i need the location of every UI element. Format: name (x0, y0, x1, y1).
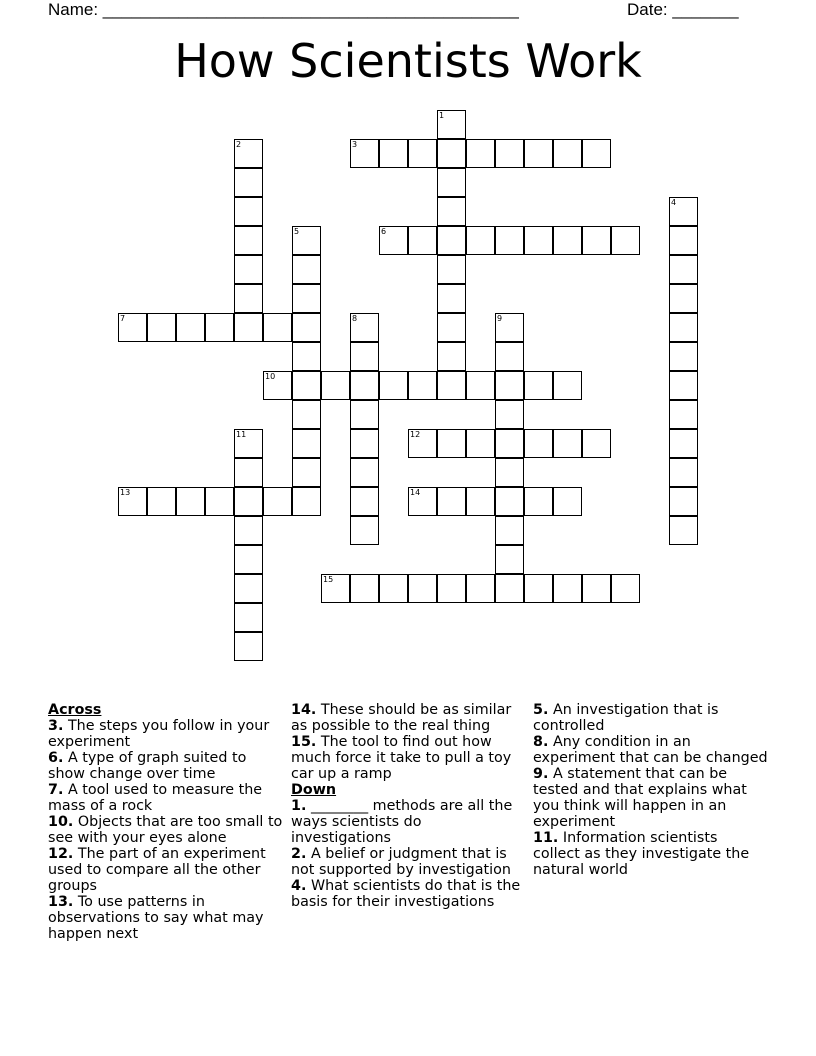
clue-list (533, 702, 768, 878)
grid-cell[interactable] (669, 487, 698, 516)
grid-cell[interactable] (350, 487, 379, 516)
grid-cell[interactable] (234, 429, 263, 458)
grid-cell[interactable] (350, 429, 379, 458)
grid-cell[interactable] (466, 226, 495, 255)
clue-text: These should be as similar as possible to the real thing (291, 702, 512, 734)
grid-cell[interactable] (669, 226, 698, 255)
grid-cell[interactable] (495, 487, 524, 516)
clue-number: 4. (291, 878, 307, 894)
clue-down-item (291, 878, 526, 910)
clue-number: 2. (291, 846, 307, 862)
clue-across-item (48, 718, 283, 750)
grid-cell[interactable] (466, 139, 495, 168)
grid-cell[interactable] (669, 284, 698, 313)
clue-across-item (48, 814, 283, 846)
cell-number: 7 (120, 314, 126, 323)
clue-text: An investigation that is controlled (533, 702, 719, 734)
cell-number: 2 (236, 140, 242, 149)
cell-number: 13 (120, 488, 131, 497)
grid-cell[interactable] (292, 342, 321, 371)
grid-cell[interactable] (408, 429, 437, 458)
grid-cell[interactable] (524, 139, 553, 168)
grid-cell[interactable] (524, 429, 553, 458)
clue-down-item (533, 830, 768, 878)
grid-cell[interactable] (669, 255, 698, 284)
grid-cell[interactable] (466, 429, 495, 458)
cell-number: 4 (671, 198, 677, 207)
grid-cell[interactable] (118, 313, 147, 342)
grid-cell[interactable] (437, 226, 466, 255)
grid-cell[interactable] (466, 574, 495, 603)
cell-number: 5 (294, 227, 300, 236)
clue-text: A belief or judgment that is not supported by investigation (291, 846, 511, 878)
clue-number: 1. (291, 798, 307, 814)
grid-cell[interactable] (524, 487, 553, 516)
grid-cell[interactable] (582, 139, 611, 168)
cell-number: 10 (265, 372, 276, 381)
clue-across-item (48, 846, 283, 894)
cell-number: 6 (381, 227, 387, 236)
grid-cell[interactable] (379, 226, 408, 255)
grid-cell[interactable] (611, 574, 640, 603)
grid-cell[interactable] (263, 313, 292, 342)
grid-cell[interactable] (205, 313, 234, 342)
grid-cell[interactable] (234, 545, 263, 574)
clue-text: What scientists do that is the basis for their investigations (291, 878, 521, 910)
cell-number: 1 (439, 111, 445, 120)
grid-cell[interactable] (234, 226, 263, 255)
cell-number: 11 (236, 430, 247, 439)
grid-cell[interactable] (669, 342, 698, 371)
clue-down-item (291, 846, 526, 878)
grid-cell[interactable] (292, 487, 321, 516)
grid-cell[interactable] (292, 371, 321, 400)
cell-number: 15 (323, 575, 334, 584)
grid-cell[interactable] (553, 574, 582, 603)
grid-cell[interactable] (437, 139, 466, 168)
clue-across-item (48, 750, 283, 782)
grid-cell[interactable] (350, 313, 379, 342)
clue-across-item (48, 782, 283, 814)
clue-text: Any condition in an experiment that can be changed (533, 734, 768, 766)
grid-cell[interactable] (495, 371, 524, 400)
clue-list (291, 798, 526, 910)
grid-cell[interactable] (350, 574, 379, 603)
grid-cell[interactable] (292, 458, 321, 487)
clue-text: Objects that are too small to see with your eyes alone (48, 814, 283, 846)
grid-cell[interactable] (495, 342, 524, 371)
cell-number: 14 (410, 488, 421, 497)
grid-cell[interactable] (466, 487, 495, 516)
grid-cell[interactable] (350, 400, 379, 429)
clue-number: 15. (291, 734, 317, 750)
clue-number: 12. (48, 846, 74, 862)
clue-text: Information scientists collect as they investigate the natural world (533, 830, 750, 878)
grid-cell[interactable] (495, 574, 524, 603)
grid-cell[interactable] (292, 284, 321, 313)
grid-cell[interactable] (437, 429, 466, 458)
date-field[interactable]: Date: _______ (627, 0, 739, 19)
grid-cell[interactable] (234, 197, 263, 226)
grid-cell[interactable] (669, 400, 698, 429)
grid-cell[interactable] (611, 226, 640, 255)
grid-cell[interactable] (669, 458, 698, 487)
grid-cell[interactable] (669, 516, 698, 545)
clues-column-1 (48, 702, 283, 942)
grid-cell[interactable] (234, 168, 263, 197)
grid-cell[interactable] (321, 371, 350, 400)
grid-cell[interactable] (379, 139, 408, 168)
grid-cell[interactable] (669, 197, 698, 226)
grid-cell[interactable] (234, 487, 263, 516)
cell-number: 3 (352, 140, 358, 149)
clue-across-item (48, 894, 283, 942)
grid-cell[interactable] (408, 574, 437, 603)
grid-cell[interactable] (408, 226, 437, 255)
grid-cell[interactable] (553, 429, 582, 458)
clue-text: ________ methods are all the ways scientists do investigations (291, 798, 513, 846)
grid-cell[interactable] (495, 458, 524, 487)
grid-cell[interactable] (582, 574, 611, 603)
grid-cell[interactable] (234, 516, 263, 545)
grid-cell[interactable] (176, 313, 205, 342)
clue-list (291, 702, 526, 782)
cell-number: 8 (352, 314, 358, 323)
clue-number: 13. (48, 894, 74, 910)
grid-cell[interactable] (350, 516, 379, 545)
grid-cell[interactable] (553, 371, 582, 400)
clue-down-item (291, 798, 526, 846)
name-field[interactable]: Name: ____________________________________________ (48, 0, 519, 19)
across-heading: Across (48, 702, 102, 718)
clue-number: 6. (48, 750, 64, 766)
grid-cell[interactable] (292, 255, 321, 284)
clues-column-2 (291, 702, 526, 910)
grid-cell[interactable] (553, 226, 582, 255)
grid-cell[interactable] (495, 400, 524, 429)
cell-number: 12 (410, 430, 421, 439)
grid-cell[interactable] (408, 139, 437, 168)
grid-cell[interactable] (495, 429, 524, 458)
grid-cell[interactable] (553, 139, 582, 168)
grid-cell[interactable] (408, 487, 437, 516)
grid-cell[interactable] (495, 139, 524, 168)
clue-number: 5. (533, 702, 549, 718)
grid-cell[interactable] (524, 226, 553, 255)
grid-cell[interactable] (437, 574, 466, 603)
grid-cell[interactable] (524, 574, 553, 603)
grid-cell[interactable] (234, 632, 263, 661)
grid-cell[interactable] (118, 487, 147, 516)
clue-text: A type of graph suited to show change over time (48, 750, 247, 782)
grid-cell[interactable] (437, 110, 466, 139)
clue-down-item (533, 766, 768, 830)
grid-cell[interactable] (292, 226, 321, 255)
grid-cell[interactable] (582, 429, 611, 458)
clue-list (48, 718, 283, 942)
grid-cell[interactable] (524, 371, 553, 400)
grid-cell[interactable] (350, 458, 379, 487)
clue-down-item (533, 734, 768, 766)
grid-cell[interactable] (437, 197, 466, 226)
page-title: How Scientists Work (174, 34, 642, 88)
grid-cell[interactable] (350, 371, 379, 400)
clue-across-item (291, 702, 526, 734)
grid-cell[interactable] (147, 313, 176, 342)
grid-cell[interactable] (234, 458, 263, 487)
grid-cell[interactable] (147, 487, 176, 516)
grid-cell[interactable] (263, 487, 292, 516)
grid-cell[interactable] (495, 226, 524, 255)
grid-cell[interactable] (669, 371, 698, 400)
grid-cell[interactable] (437, 313, 466, 342)
cell-number: 9 (497, 314, 503, 323)
grid-cell[interactable] (437, 168, 466, 197)
grid-cell[interactable] (669, 429, 698, 458)
clue-text: A tool used to measure the mass of a rock (48, 782, 263, 814)
grid-cell[interactable] (321, 574, 350, 603)
clue-across-item (291, 734, 526, 782)
clue-number: 9. (533, 766, 549, 782)
clue-number: 3. (48, 718, 64, 734)
grid-cell[interactable] (437, 342, 466, 371)
grid-cell[interactable] (205, 487, 234, 516)
clue-text: The steps you follow in your experiment (48, 718, 270, 750)
clue-down-item (533, 702, 768, 734)
grid-cell[interactable] (379, 371, 408, 400)
grid-cell[interactable] (234, 255, 263, 284)
grid-cell[interactable] (292, 313, 321, 342)
clue-number: 11. (533, 830, 559, 846)
down-heading: Down (291, 782, 337, 798)
grid-cell[interactable] (176, 487, 205, 516)
grid-cell[interactable] (495, 516, 524, 545)
grid-cell[interactable] (350, 342, 379, 371)
grid-cell[interactable] (495, 313, 524, 342)
clue-text: The tool to find out how much force it take to pull a toy car up a ramp (291, 734, 512, 782)
clue-text: A statement that can be tested and that explains what you think will happen in an experiment (533, 766, 747, 830)
grid-cell[interactable] (234, 139, 263, 168)
grid-cell[interactable] (234, 284, 263, 313)
grid-cell[interactable] (669, 313, 698, 342)
grid-cell[interactable] (234, 603, 263, 632)
grid-cell[interactable] (437, 371, 466, 400)
grid-cell[interactable] (292, 429, 321, 458)
grid-cell[interactable] (437, 487, 466, 516)
clues-column-3 (533, 702, 768, 878)
grid-cell[interactable] (292, 400, 321, 429)
grid-cell[interactable] (495, 545, 524, 574)
clue-text: To use patterns in observations to say what may happen next (48, 894, 264, 942)
grid-cell[interactable] (379, 574, 408, 603)
grid-cell[interactable] (263, 371, 292, 400)
grid-cell[interactable] (350, 139, 379, 168)
grid-cell[interactable] (553, 487, 582, 516)
grid-cell[interactable] (234, 574, 263, 603)
grid-cell[interactable] (437, 284, 466, 313)
grid-cell[interactable] (408, 371, 437, 400)
clue-number: 7. (48, 782, 64, 798)
grid-cell[interactable] (582, 226, 611, 255)
grid-cell[interactable] (437, 255, 466, 284)
clue-number: 10. (48, 814, 74, 830)
clue-text: The part of an experiment used to compare all the other groups (48, 846, 266, 894)
clue-number: 8. (533, 734, 549, 750)
clue-number: 14. (291, 702, 317, 718)
grid-cell[interactable] (466, 371, 495, 400)
grid-cell[interactable] (234, 313, 263, 342)
